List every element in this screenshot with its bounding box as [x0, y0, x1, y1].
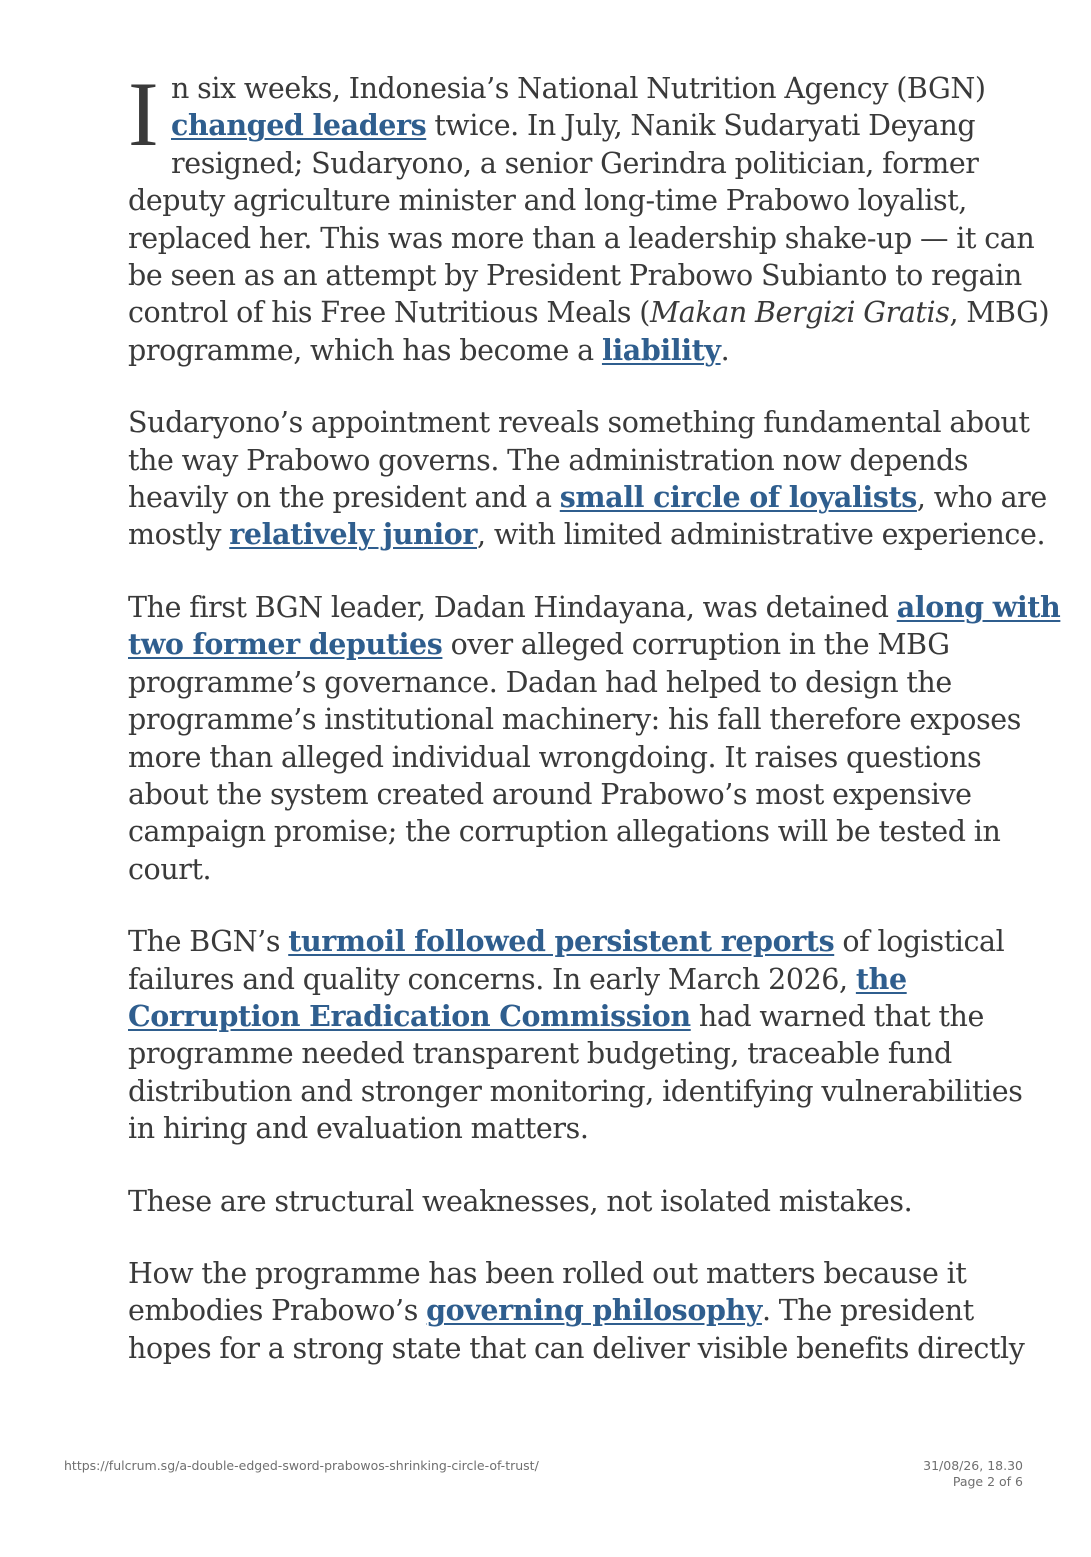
link-along-with-two-former-deputies[interactable]: along with: [896, 589, 1061, 624]
paragraph-1: [128, 63, 1050, 369]
paragraph-2: [128, 404, 1047, 554]
paragraph-5: [128, 1183, 978, 1220]
paragraph-line: in hiring and evaluation matters.: [128, 1112, 589, 1146]
paragraph-line: hopes for a strong state that can deliver visible benefits directly: [128, 1331, 1025, 1365]
link-changed-leaders[interactable]: changed leaders: [171, 108, 427, 143]
paragraph-4: [128, 923, 1023, 1147]
italic-text: Makan Bergizi Gratis: [650, 296, 950, 330]
paragraph-line: about the system created around Prabowo’s most expensive: [128, 777, 972, 811]
paragraph-line: campaign promise; the corruption allegations will be tested in: [128, 815, 1001, 849]
paragraph-line: deputy agriculture minister and long-time Prabowo loyalist,: [128, 184, 967, 218]
paragraph-line: The first BGN leader, Dadan Hindayana, was detained along with: [128, 589, 1061, 624]
link-corruption-eradication-commission[interactable]: the: [855, 961, 907, 996]
link-governing-philosophy[interactable]: governing philosophy: [426, 1293, 762, 1328]
paragraph-line: These are structural weaknesses, not isolated mistakes.: [128, 1184, 913, 1218]
paragraph-line: embodies Prabowo’s governing philosophy. The president: [128, 1293, 974, 1328]
paragraph-line: The BGN’s turmoil followed persistent reports of logistical: [128, 924, 1005, 959]
paragraph-line: programme’s governance. Dadan had helped to design the: [128, 665, 952, 699]
paragraph-line: Sudaryono’s appointment reveals something fundamental about: [128, 406, 1030, 440]
paragraph-line: programme’s institutional machinery: his fall therefore exposes: [128, 703, 1021, 737]
paragraph-line: n six weeks, Indonesia’s National Nutrition Agency (BGN): [171, 72, 986, 105]
paragraph-line: court.: [128, 852, 212, 886]
footer-page-number: Page 2 of 6: [952, 1474, 1023, 1489]
footer-datetime: 31/08/26, 18.30: [923, 1458, 1023, 1473]
paragraph-line: How the programme has been rolled out matters because it: [128, 1256, 967, 1290]
paragraph-line: replaced her. This was more than a leadership shake-up — it can: [128, 221, 1035, 255]
footer-meta: [923, 1458, 1023, 1490]
article-body: [128, 63, 1061, 1402]
paragraph-line: Corruption Eradication Commission had warned that the: [128, 998, 984, 1033]
paragraph-line: programme needed transparent budgeting, traceable fund: [128, 1037, 952, 1071]
paragraph-line: control of his Free Nutritious Meals (Makan Bergizi Gratis, MBG): [128, 296, 1050, 330]
paragraph-line: the way Prabowo governs. The administration now depends: [128, 443, 969, 477]
paragraph-line: changed leaders twice. In July, Nanik Sudaryati Deyang: [171, 108, 976, 143]
paragraph-line: failures and quality concerns. In early March 2026, the: [128, 961, 907, 996]
link-small-circle-of-loyalists[interactable]: small circle of loyalists: [559, 480, 917, 515]
paragraph-line: programme, which has become a liability.: [128, 332, 730, 367]
link-along-with-two-former-deputies[interactable]: two former deputies: [128, 627, 443, 662]
link-liability[interactable]: liability: [601, 332, 721, 367]
paragraph-line: mostly relatively junior, with limited administrative experience.: [128, 517, 1046, 552]
paragraph-line: be seen as an attempt by President Prabowo Subianto to regain: [128, 259, 1022, 293]
paragraph-line: two former deputies over alleged corruption in the MBG: [128, 627, 950, 662]
link-turmoil-followed-persistent-reports[interactable]: turmoil followed persistent reports: [288, 924, 835, 959]
paragraph-line: resigned; Sudaryono, a senior Gerindra politician, former: [171, 146, 979, 180]
paragraph-line: distribution and stronger monitoring, identifying vulnerabilities: [128, 1074, 1023, 1108]
paragraph-3: [128, 589, 1061, 888]
paragraph-line: more than alleged individual wrongdoing. It raises questions: [128, 740, 982, 774]
link-relatively-junior[interactable]: relatively junior: [229, 517, 477, 552]
paragraph-line: heavily on the president and a small circle of loyalists, who are: [128, 480, 1047, 515]
paragraph-6: [128, 1255, 1025, 1367]
link-corruption-eradication-commission[interactable]: Corruption Eradication Commission: [128, 998, 691, 1033]
footer-url: https://fulcrum.sg/a-double-edged-sword-prabowos-shrinking-circle-of-trust/: [64, 1458, 539, 1473]
drop-cap: I: [128, 63, 159, 165]
